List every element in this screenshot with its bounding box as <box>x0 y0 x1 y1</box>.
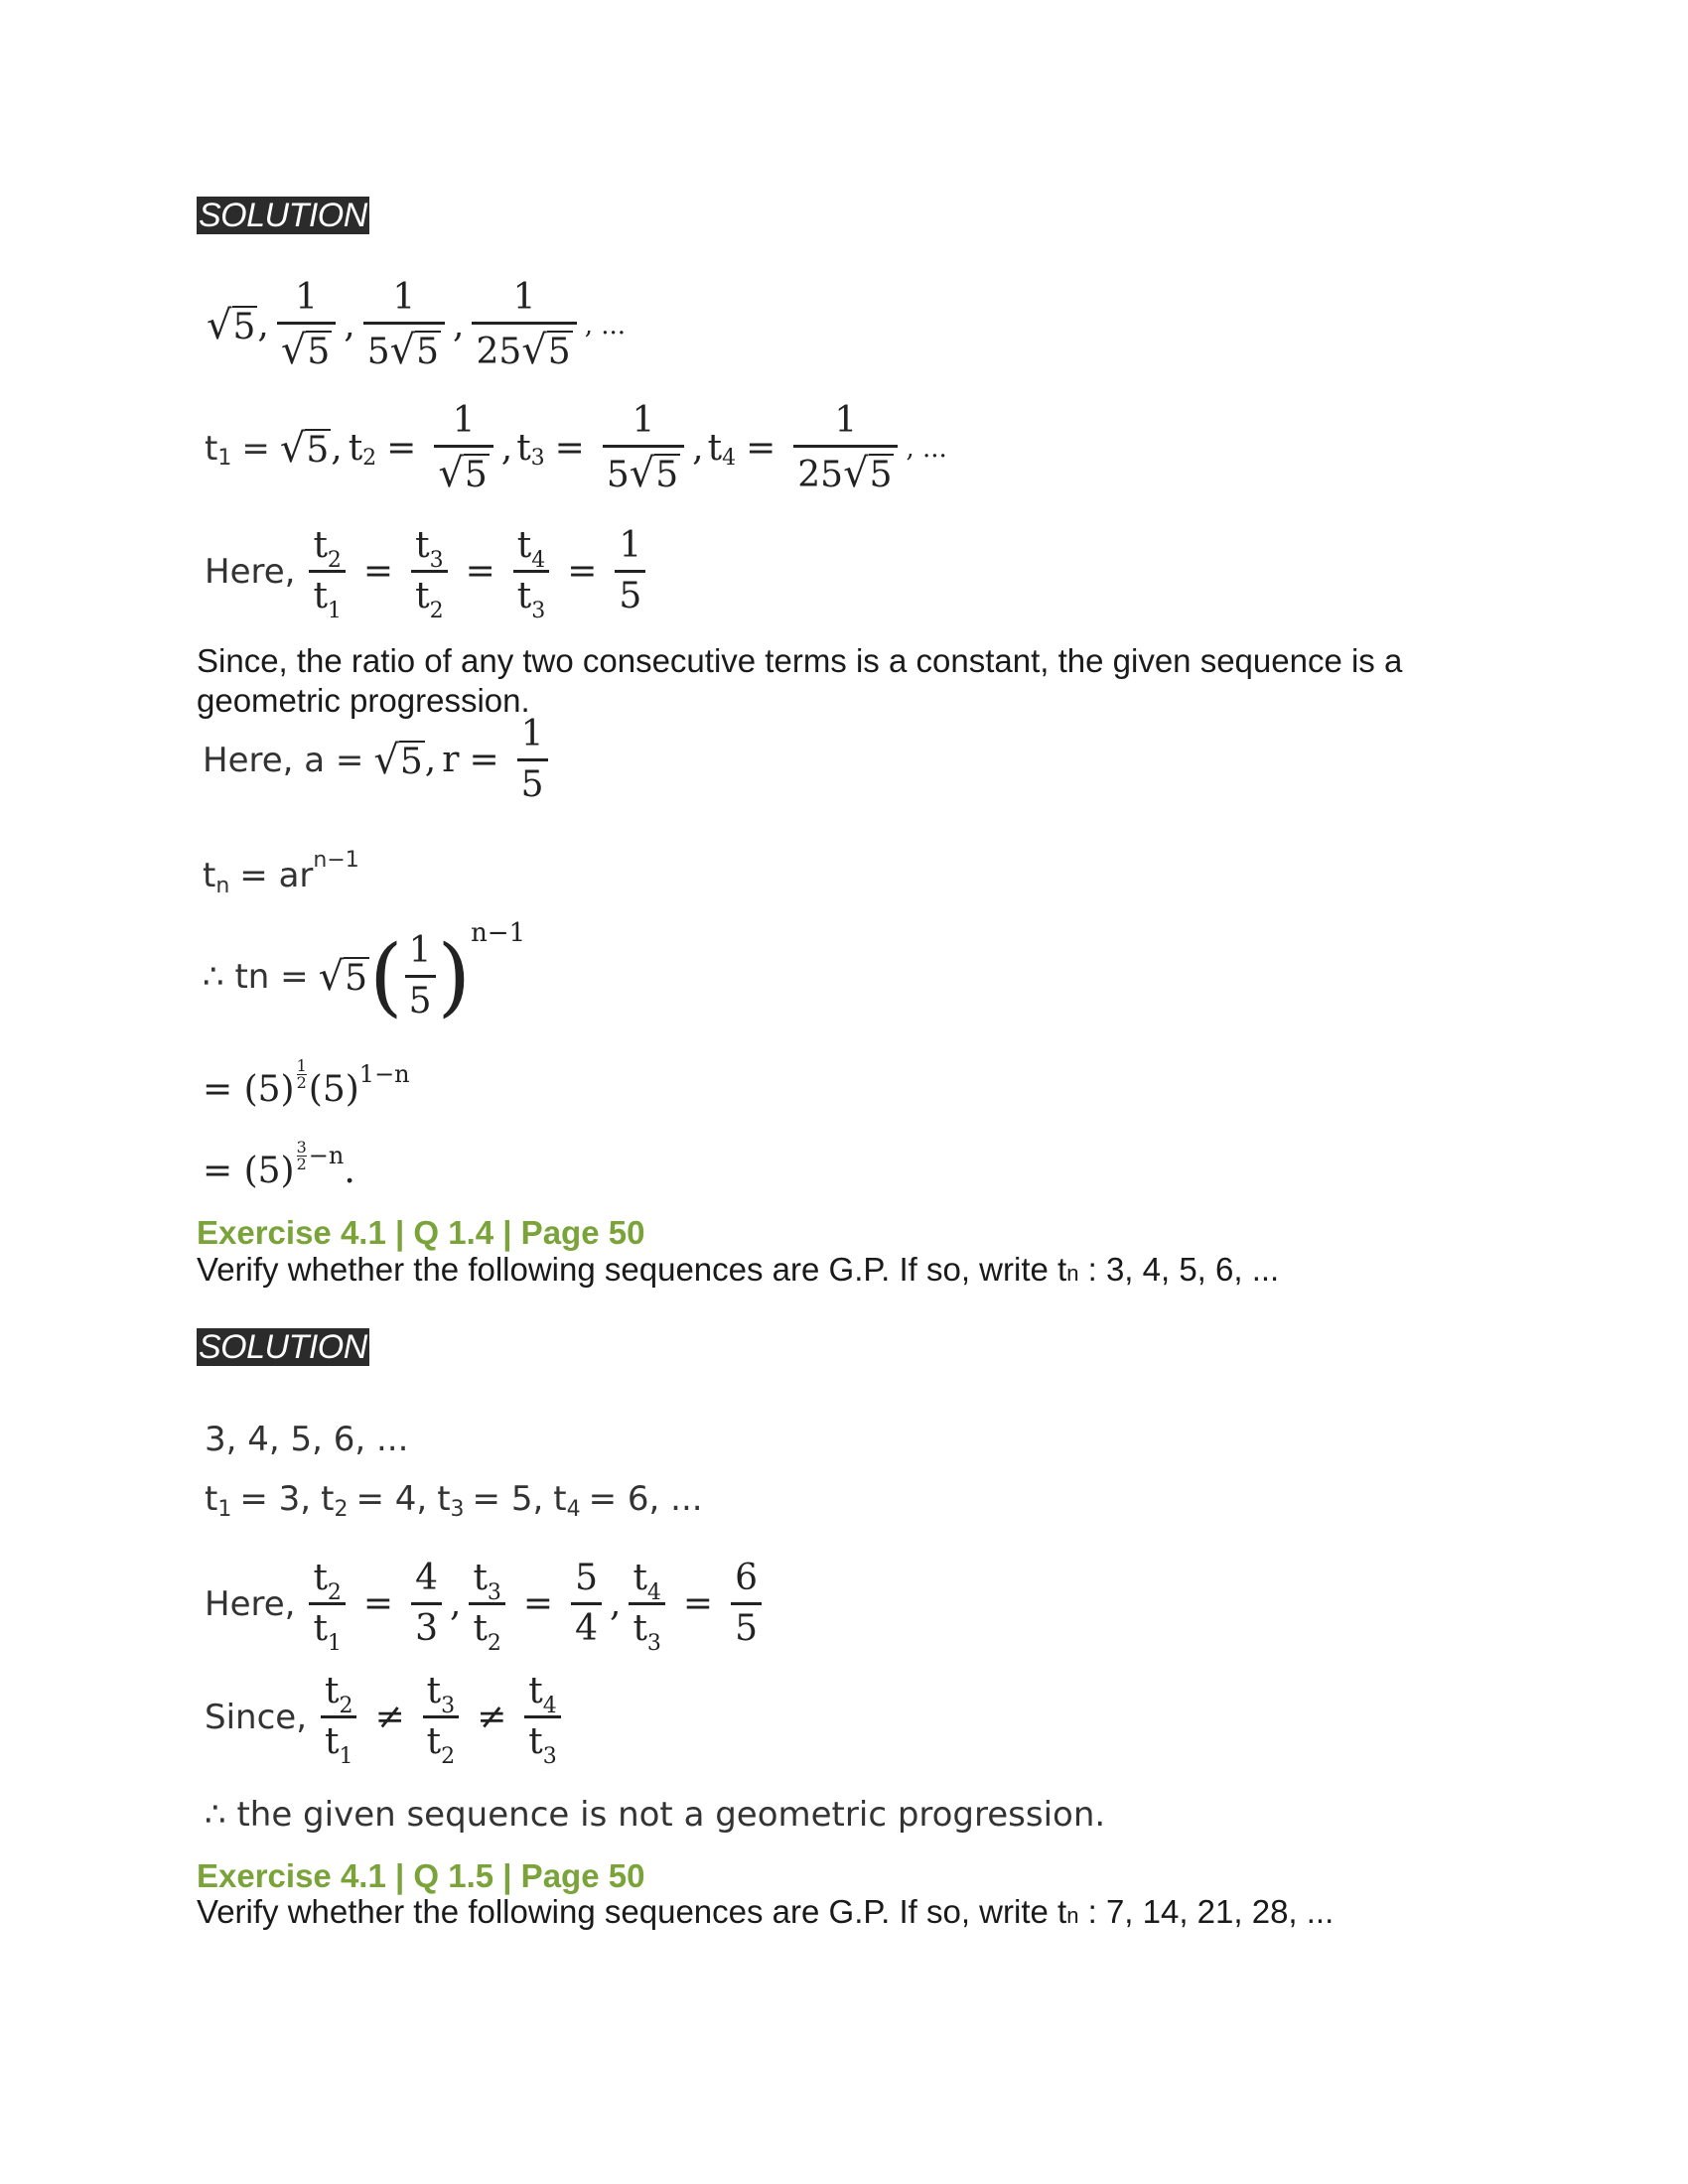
solution-label: SOLUTION <box>199 1328 367 1366</box>
since-text-line1: Since, the ratio of any two consecutive terms is a constant, the given sequence is a <box>197 642 1403 679</box>
ratio-expression: Here, $\frac{t_2}{t_1}$ = $\frac{t_3}{t_2}$ = $\frac{t_4}{t_3}$ = $\frac{1}{5}$ <box>205 528 653 614</box>
sqrt-term: √ 5 <box>207 302 256 348</box>
exercise-heading-q1-4: Exercise 4.1 | Q 1.4 | Page 50 <box>197 1214 645 1251</box>
sequence-expression <box>207 277 627 373</box>
question-q1-4: Verify whether the following sequences are G.P. If so, write tn : 3, 4, 5, 6, ... <box>197 1251 1280 1288</box>
since-text-line2: geometric progression. <box>197 682 530 719</box>
simplification-step-2: = (5) 3 2 −n . <box>203 1137 355 1191</box>
general-term-substituted: ∴ tn = √ 5 ( $\frac{1}{5}$ ) n−1 <box>203 917 526 1026</box>
fraction: 1 5 √ 5 <box>363 280 445 370</box>
separator: , <box>344 304 355 345</box>
question-q1-5: Verify whether the following sequences are G.P. If so, write tn : 7, 14, 21, 28, ... <box>197 1893 1335 1930</box>
fraction: 1 25 √ 5 <box>472 280 576 370</box>
ratios-q1-4: Here, $\frac{t_2}{t_1}$ = $\frac{4}{3}$ , $\frac{t_3}{t_2}$ = $\frac{5}{4}$ , $\frac{t_4}{t_3}$ = $\frac{6}{5}$ <box>205 1561 770 1647</box>
separator: , <box>257 304 269 345</box>
ellipsis: , ... <box>584 310 627 341</box>
solution-label: SOLUTION <box>199 197 367 234</box>
conclusion-q1-4: ∴ the given sequence is not a geometric progression. <box>205 1795 1106 1835</box>
fraction: 1 √ 5 <box>277 280 336 370</box>
terms-expression: t 1 = √ 5 , t 2 = 1 √ 5 , t 3 = 1 5 √ 5 , t 4 = 1 25 √ 5 , ... <box>205 400 947 496</box>
sequence-q1-4: 3, 4, 5, 6, ... <box>205 1420 409 1459</box>
first-term-ratio: Here, a = √ 5 , r = $\frac{1}{5}$ <box>203 717 556 803</box>
terms-q1-4: t 1 = 3, t 2 = 4, t 3 = 5, t 4 = 6, ... <box>205 1479 703 1522</box>
general-term-formula: t n = ar n−1 <box>203 847 359 898</box>
exercise-heading-q1-5: Exercise 4.1 | Q 1.5 | Page 50 <box>197 1857 645 1894</box>
simplification-step-1: = (5) 1 2 (5) 1−n <box>203 1055 410 1110</box>
inequality-q1-4: Since, $\frac{t_2}{t_1}$ ≠ $\frac{t_3}{t_2}$ ≠ $\frac{t_4}{t_3}$ <box>205 1674 569 1760</box>
separator: , <box>453 304 465 345</box>
